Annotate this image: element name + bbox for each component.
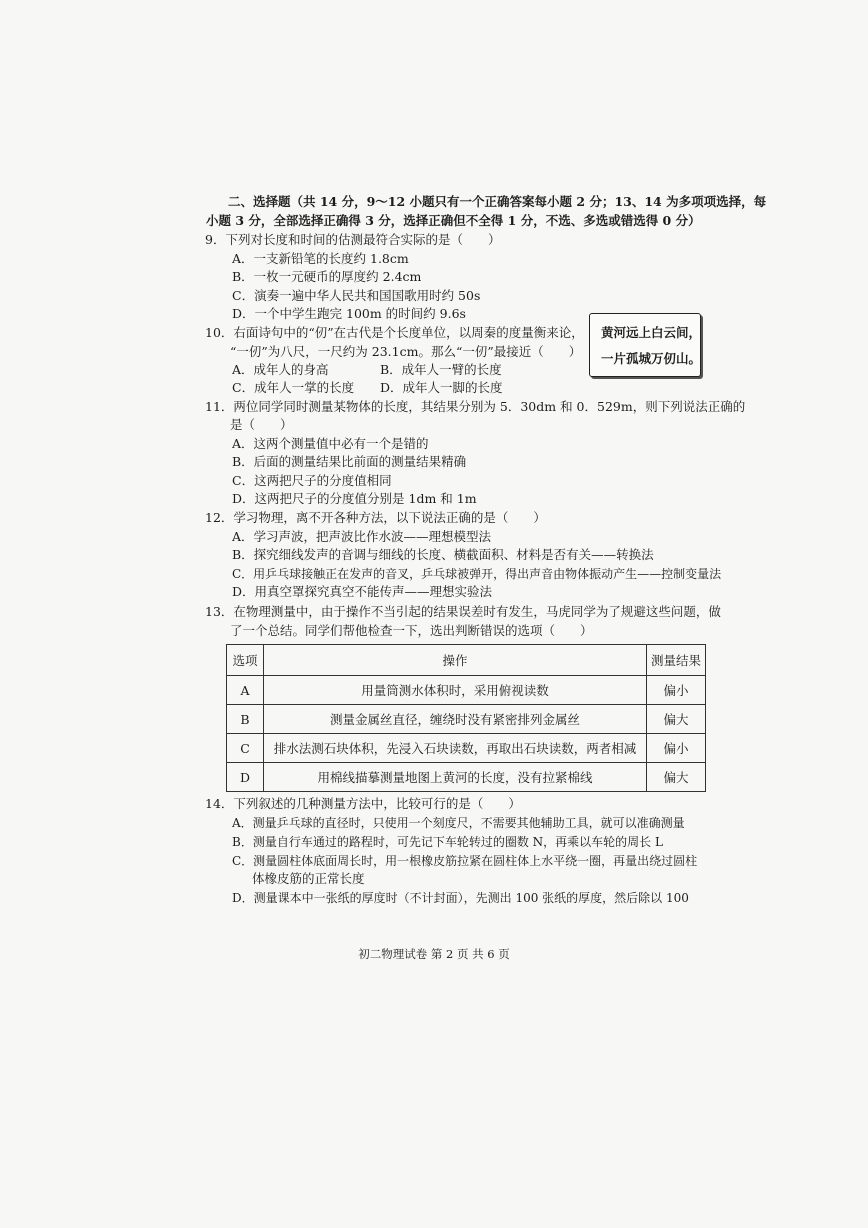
q11-stem-line1: 11．两位同学同时测量某物体的长度，其结果分别为 5．30dm 和 0．529m，则下列说法正确的	[205, 399, 746, 414]
q12-option-c: C．用乒乓球接触正在发声的音叉，乒乓球被弹开，得出声音由物体振动产生——控制变量法	[232, 567, 722, 581]
q10-stem-line2: “一仞”为八尺，一尺约为 23.1cm。那么“一仞”最接近（ ）	[230, 344, 582, 359]
page-footer: 初二物理试卷 第 2 页 共 6 页	[358, 947, 510, 961]
table-row	[227, 734, 706, 763]
table-cell-operation: 用量筒测水体积时，采用俯视读数	[264, 676, 647, 705]
q11-option-b: B．后面的测量结果比前面的测量结果精确	[232, 454, 467, 469]
table-cell-result: 偏大	[647, 763, 706, 792]
section-heading-line2: 小题 3 分，全部选择正确得 3 分，选择正确但不全得 1 分，不选、多选或错选得 0 分）	[206, 213, 701, 228]
q9-option-a: A．一支新铅笔的长度约 1.8cm	[232, 251, 409, 266]
table-cell-result: 偏大	[647, 705, 706, 734]
q9-stem: 9．下列对长度和时间的估测最符合实际的是（ ）	[205, 232, 501, 247]
q9-option-b: B．一枚一元硬币的厚度约 2.4cm	[232, 269, 422, 284]
q12-option-a: A．学习声波，把声波比作水波——理想模型法	[232, 529, 492, 544]
q11-option-a: A．这两个测量值中必有一个是错的	[232, 436, 429, 451]
table-header-option: 选项	[227, 645, 264, 676]
table-cell-option: B	[227, 705, 264, 734]
poem-line2: 一片孤城万仞山。	[601, 351, 702, 366]
table-cell-result: 偏小	[647, 676, 706, 705]
poem-line1: 黄河远上白云间，	[601, 325, 702, 340]
table-row	[227, 763, 706, 792]
table-row	[227, 676, 706, 705]
table-row	[227, 705, 706, 734]
table-cell-operation: 排水法测石块体积，先浸入石块读数，再取出石块读数，两者相减	[264, 734, 647, 763]
q14-option-c-line2: 体橡皮筋的正常长度	[252, 871, 365, 886]
poem-box	[589, 313, 701, 377]
q12-option-b: B．探究细线发声的音调与细线的长度、横截面积、材料是否有关——转换法	[232, 547, 654, 562]
q13-stem-line1: 13．在物理测量中，由于操作不当引起的结果误差时有发生，马虎同学为了规避这些问题，做	[205, 604, 721, 619]
section-heading-line1: 二、选择题（共 14 分，9～12 小题只有一个正确答案每小题 2 分；13、14 为多项项选择，每	[228, 194, 767, 209]
q11-option-c: C．这两把尺子的分度值相同	[232, 473, 392, 488]
q11-option-d: D．这两把尺子的分度值分别是 1dm 和 1m	[232, 491, 477, 506]
table-cell-operation: 测量金属丝直径，缠绕时没有紧密排列金属丝	[264, 705, 647, 734]
q14-stem: 14．下列叙述的几种测量方法中，比较可行的是（ ）	[205, 796, 521, 811]
q13-stem-line2: 了一个总结。同学们帮他检查一下，选出判断错误的选项（ ）	[230, 623, 593, 638]
table-cell-result: 偏小	[647, 734, 706, 763]
q12-option-d: D．用真空罩探究真空不能传声——理想实验法	[232, 584, 493, 599]
q11-stem-line2: 是（ ）	[230, 417, 293, 432]
q9-option-c: C．演奏一遍中华人民共和国国歌用时约 50s	[232, 288, 481, 303]
q10-option-a: A．成年人的身高	[232, 362, 329, 377]
q12-stem: 12．学习物理，离不开各种方法，以下说法正确的是（ ）	[205, 510, 546, 525]
q14-option-b: B．测量自行车通过的路程时，可先记下车轮转过的圈数 N，再乘以车轮的周长 L	[232, 835, 663, 849]
table-cell-option: A	[227, 676, 264, 705]
table-cell-operation: 用棉线描摹测量地图上黄河的长度，没有拉紧棉线	[264, 763, 647, 792]
q9-option-d: D．一个中学生跑完 100m 的时间约 9.6s	[232, 306, 466, 321]
table-header-row	[227, 645, 706, 676]
table-header-operation: 操作	[264, 645, 647, 676]
q14-option-c-line1: C．测量圆柱体底面周长时，用一根橡皮筋拉紧在圆柱体上水平绕一圈，再量出绕过圆柱	[232, 854, 698, 868]
measurement-table	[226, 644, 706, 792]
q14-option-d: D．测量课本中一张纸的厚度时（不计封面），先测出 100 张纸的厚度，然后除以 100	[232, 891, 689, 905]
table-cell-option: D	[227, 763, 264, 792]
q10-option-b: B．成年人一臂的长度	[380, 362, 502, 377]
table-header-result: 测量结果	[647, 645, 706, 676]
q10-option-d: D．成年人一脚的长度	[380, 380, 503, 395]
q10-stem-line1: 10．右面诗句中的“仞”在古代是个长度单位，以周秦的度量衡来论，	[205, 325, 584, 340]
q14-option-a: A．测量乒乓球的直径时，只使用一个刻度尺，不需要其他辅助工具，就可以准确测量	[232, 816, 685, 830]
q10-option-c: C．成年人一掌的长度	[232, 380, 355, 395]
table-cell-option: C	[227, 734, 264, 763]
